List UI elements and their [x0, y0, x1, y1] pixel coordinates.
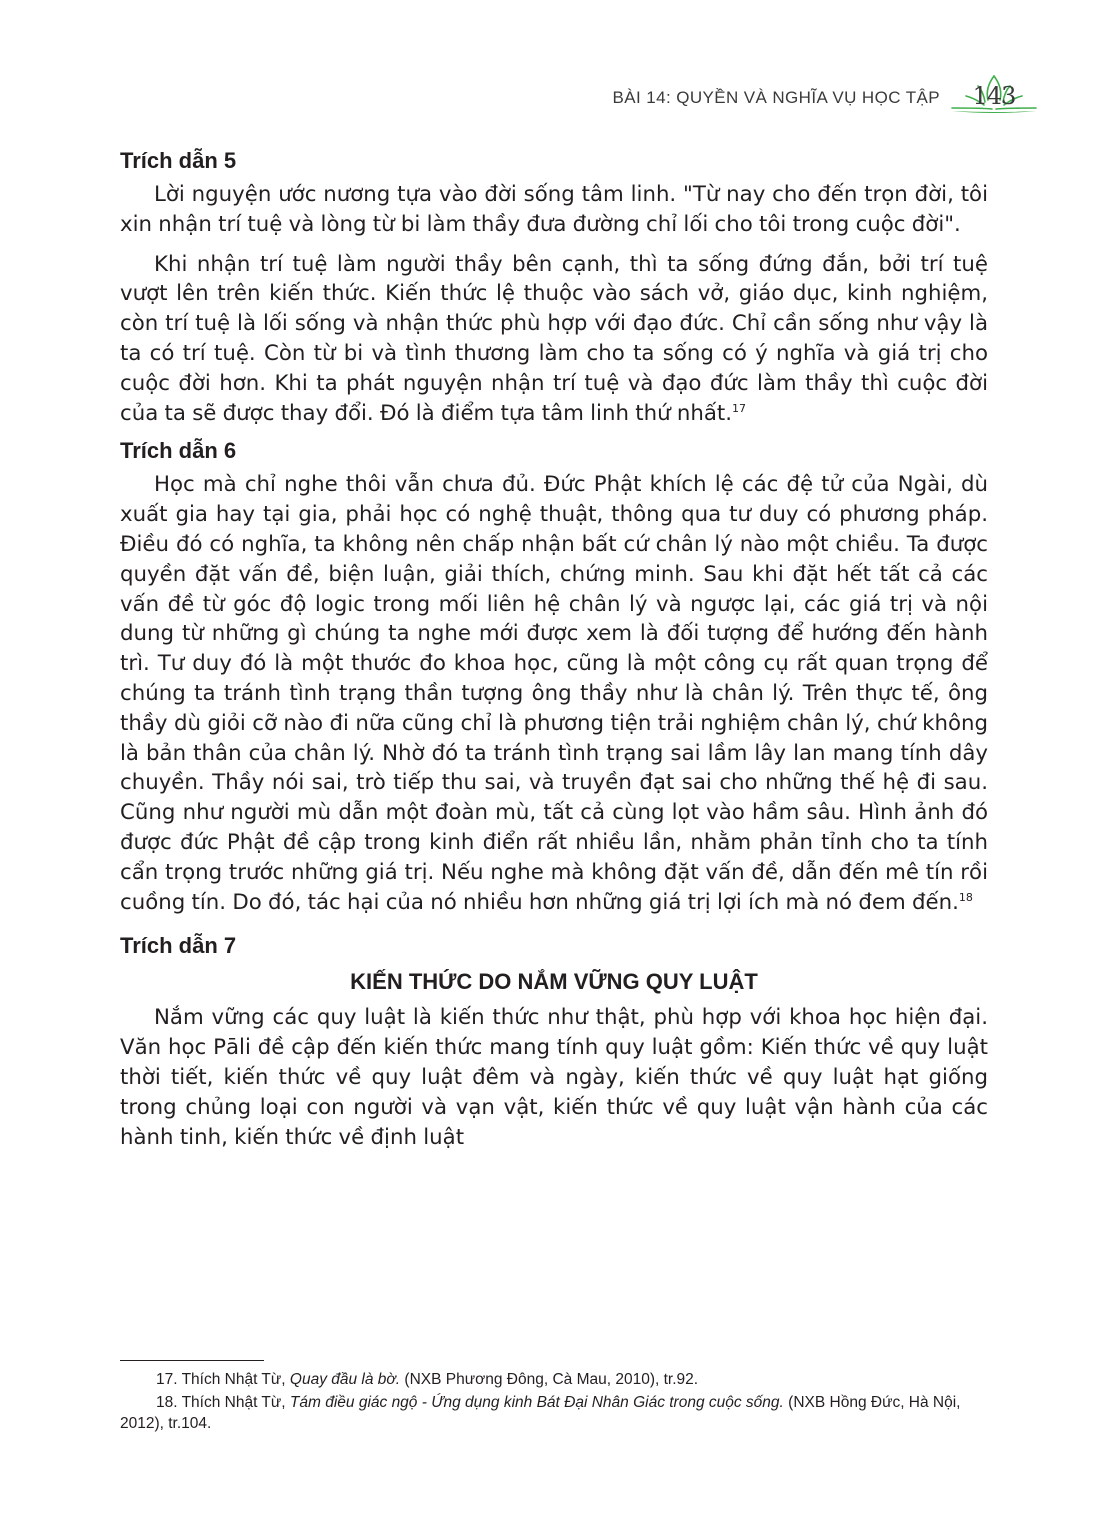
paragraph-text: Học mà chỉ nghe thôi vẫn chưa đủ. Đức Phật khích lệ các đệ tử của Ngài, dù xuất gia hay tại gia, phải học có nghệ thuật, thông qua tư duy có phương pháp. Điều đó có nghĩa, ta không nên chấp nhận bất cứ chân lý nào một chiều. Ta được quyền đặt vấn đề, biện luận, giải thích, chứng minh. Sau khi đặt hết tất cả các vấn đề từ góc độ logic trong mối liên hệ chân lý và ngược lại, các giá trị và nội dung từ những gì chúng ta nghe mới được xem là đối tượng để hướng đến hành trì. Tư duy đó là một thước đo khoa học, cũng là một công cụ rất quan trọng để chúng ta tránh tình trạng thần tượng ông thầy như là chân lý. Trên thực tế, ông thầy dù giỏi cỡ nào đi nữa cũng chỉ là phương tiện trải nghiệm chân lý, chứ không là bản thân của chân lý. Nhờ đó ta tránh tình trạng sai lầm lây lan mang tính dây chuyền. Thầy nói sai, trò tiếp thu sai, và truyền đạt sai cho những thế hệ đi sau. Cũng như người mù dẫn một đoàn mù, tất cả cùng lọt vào hầm sâu. Hình ảnh đó được đức Phật đề cập trong kinh điển rất nhiều lần, nhằm phản tỉnh cho ta tính cẩn trọng trước những giá trị. Nếu nghe mà không đặt vấn đề, dẫn đến mê tín rồi cuồng tín. Do đó, tác hại của nó nhiều hơn những giá trị lợi ích mà nó đem đến.	[120, 472, 988, 915]
footnotes	[120, 1360, 988, 1436]
section-heading-6: Trích dẫn 6	[120, 438, 237, 464]
footnote-ref-17[interactable]: 17	[732, 401, 747, 415]
chapter-title: BÀI 14: QUYỀN VÀ NGHĨA VỤ HỌC TẬP	[612, 88, 940, 107]
footnote-title: Quay đầu là bờ.	[289, 1371, 401, 1388]
paragraph-text: Khi nhận trí tuệ làm người thầy bên cạnh, thì ta sống đứng đắn, bởi trí tuệ vượt lên trên kiến thức. Kiến thức lệ thuộc vào sách vở, giáo dục, kinh nghiệm, còn trí tuệ là lối sống và nhận thức phù hợp với đạo đức. Chỉ cần sống như vậy là ta có trí tuệ. Còn từ bi và tình thương làm cho ta sống có ý nghĩa và giá trị cho cuộc đời hơn. Khi ta phát nguyện nhận trí tuệ và đạo đức làm thầy thì cuộc đời của ta sẽ được thay đổi. Đó là điểm tựa tâm linh thứ nhất.	[120, 251, 988, 426]
footnote-number: 17.	[156, 1371, 178, 1388]
paragraph	[120, 470, 988, 917]
footnote-17	[120, 1369, 988, 1390]
page-content	[120, 148, 988, 1162]
footnote-18	[120, 1392, 988, 1434]
paragraph: Lời nguyện ước nương tựa vào đời sống tâm linh. "Từ nay cho đến trọn đời, tôi xin nhận trí tuệ và lòng từ bi làm thầy đưa đường chỉ lối cho tôi trong cuộc đời".	[120, 182, 988, 237]
section-title: KIẾN THỨC DO NẮM VỮNG QUY LUẬT	[350, 969, 758, 995]
footnote-details: (NXB Phương Đông, Cà Mau, 2010), tr.92.	[404, 1371, 699, 1388]
footnote-title: Tám điều giác ngộ - Ứng dụng kinh Bát Đại Nhân Giác trong cuộc sống.	[289, 1394, 784, 1411]
footnote-number: 18.	[156, 1394, 178, 1411]
section-heading-7: Trích dẫn 7	[120, 933, 237, 959]
footnote-ref-18[interactable]: 18	[958, 890, 973, 904]
footnote-author: Thích Nhật Từ,	[181, 1394, 286, 1411]
footnote-divider	[120, 1360, 264, 1361]
section-heading-5: Trích dẫn 5	[120, 148, 237, 173]
footnote-details: (NXB Hồng Đức, Hà Nội, 2012), tr.104.	[120, 1394, 961, 1432]
running-header	[613, 72, 1040, 116]
paragraph: Nắm vững các quy luật là kiến thức như thật, phù hợp với khoa học hiện đại. Văn học Pāli đề cập đến kiến thức mang tính quy luật gồm: Kiến thức về quy luật thời tiết, kiến thức về quy luật đêm và ngày, kiến thức về quy luật hạt giống trong chủng loại con người và vạn vật, kiến thức về quy luật vận hành của các hành tinh, kiến thức về định luật	[120, 1005, 988, 1150]
footnote-author: Thích Nhật Từ,	[181, 1371, 286, 1388]
page-number: 143	[972, 82, 1016, 110]
paragraph	[120, 250, 988, 429]
lotus-logo	[948, 72, 1040, 116]
